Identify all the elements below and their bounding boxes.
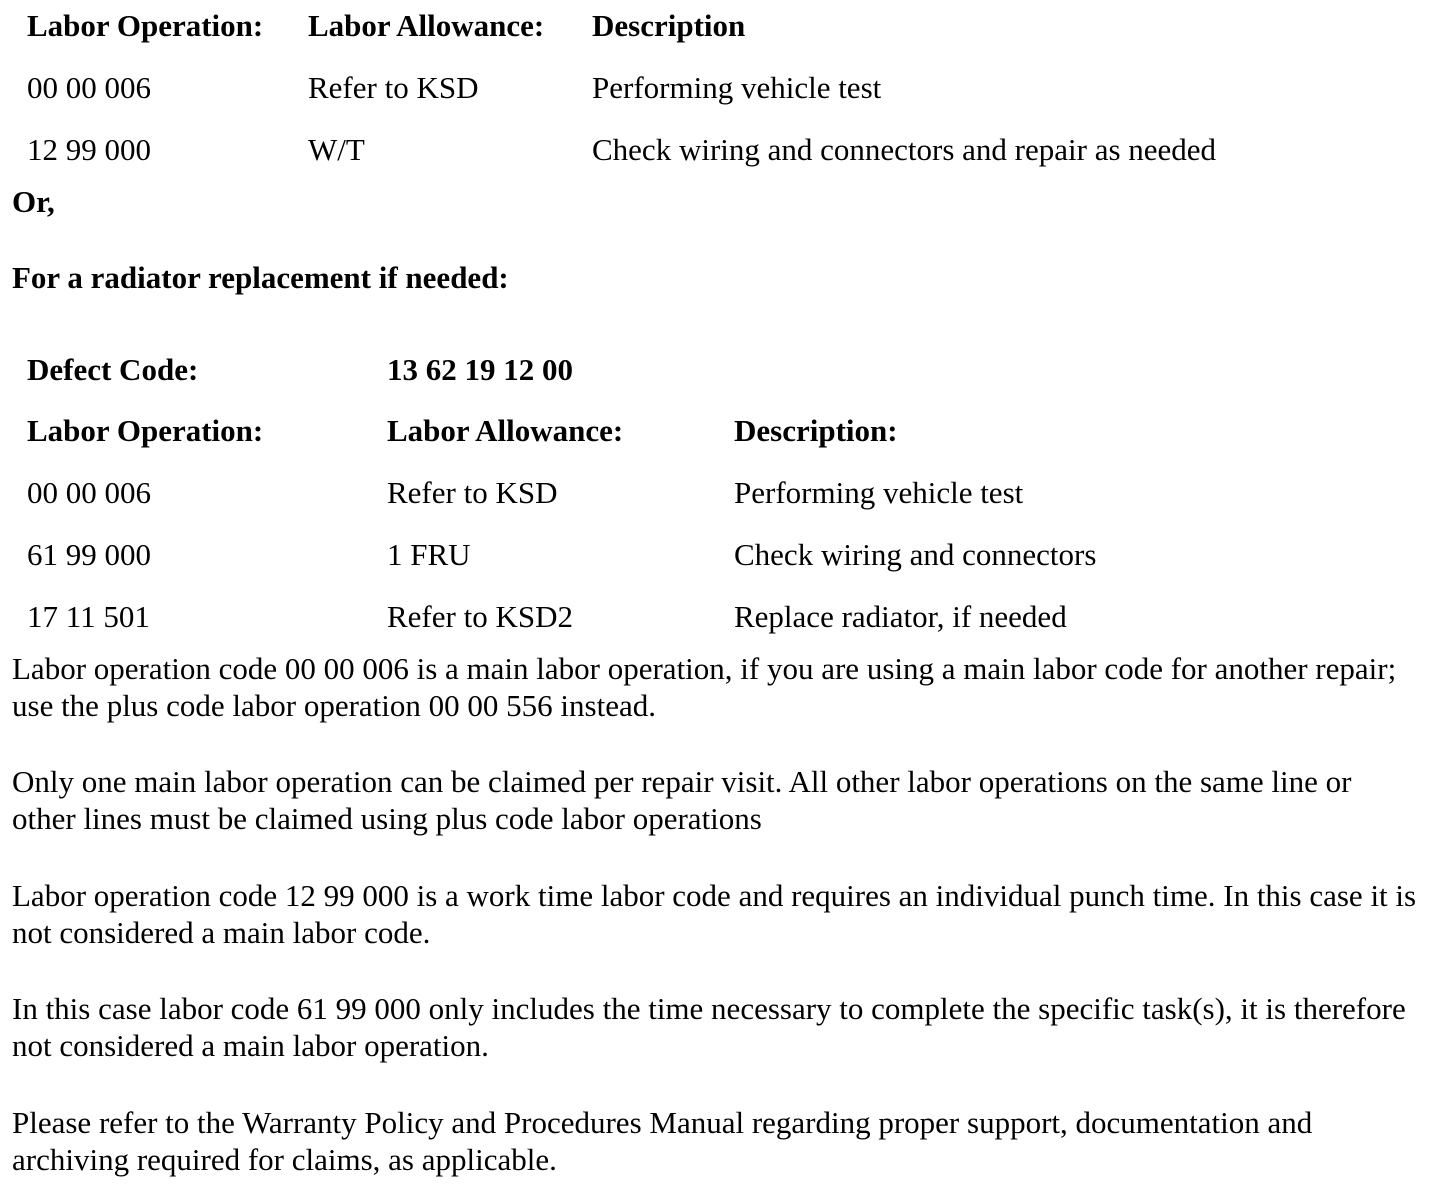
table2-row1-description: Performing vehicle test	[734, 475, 1024, 510]
table1-row1-operation: 00 00 006	[27, 70, 151, 105]
table2-row3-operation: 17 11 501	[27, 599, 150, 634]
table2-header-labor-operation: Labor Operation:	[27, 413, 264, 448]
table2-row2-operation: 61 99 000	[27, 537, 151, 572]
table1-header-labor-allowance: Labor Allowance:	[308, 8, 545, 43]
table1-header-description: Description	[592, 8, 746, 43]
table2-row3-description: Replace radiator, if needed	[734, 599, 1067, 634]
paragraph-work-time-code: Labor operation code 12 99 000 is a work time labor code and requires an individual punch time. In this case it is not considered a main labor code.	[12, 878, 1417, 950]
defect-code-value: 13 62 19 12 00	[387, 352, 573, 387]
table1-row2-allowance: W/T	[308, 132, 365, 167]
table2-header-labor-allowance: Labor Allowance:	[387, 413, 624, 448]
radiator-heading: For a radiator replacement if needed:	[12, 260, 509, 295]
table2-row1-allowance: Refer to KSD	[387, 475, 558, 510]
paragraph-warranty-manual: Please refer to the Warranty Policy and Procedures Manual regarding proper support, documentation and archiving required for claims, as applicable.	[12, 1105, 1313, 1177]
paragraph-specific-task: In this case labor code 61 99 000 only includes the time necessary to complete the specific task(s), it is therefore not considered a main labor operation.	[12, 991, 1406, 1063]
table2-header-description: Description:	[734, 413, 898, 448]
table2-row2-allowance: 1 FRU	[387, 537, 471, 572]
table1-row2-description: Check wiring and connectors and repair as needed	[592, 132, 1217, 167]
table1-header-labor-operation: Labor Operation:	[27, 8, 264, 43]
defect-code-label: Defect Code:	[27, 352, 199, 387]
table1-row2-operation: 12 99 000	[27, 132, 151, 167]
table2-row3-allowance: Refer to KSD2	[387, 599, 573, 634]
paragraph-one-main-labor: Only one main labor operation can be claimed per repair visit. All other labor operations on the same line or other lines must be claimed using plus code labor operations	[12, 764, 1352, 836]
table1-row1-description: Performing vehicle test	[592, 70, 882, 105]
table1-row1-allowance: Refer to KSD	[308, 70, 479, 105]
table2-row1-operation: 00 00 006	[27, 475, 151, 510]
table2-row2-description: Check wiring and connectors	[734, 537, 1097, 572]
paragraph-main-labor-operation: Labor operation code 00 00 006 is a main labor operation, if you are using a main labor code for another repair; use the plus code labor operation 00 00 556 instead.	[12, 651, 1397, 723]
or-label: Or,	[12, 184, 55, 219]
